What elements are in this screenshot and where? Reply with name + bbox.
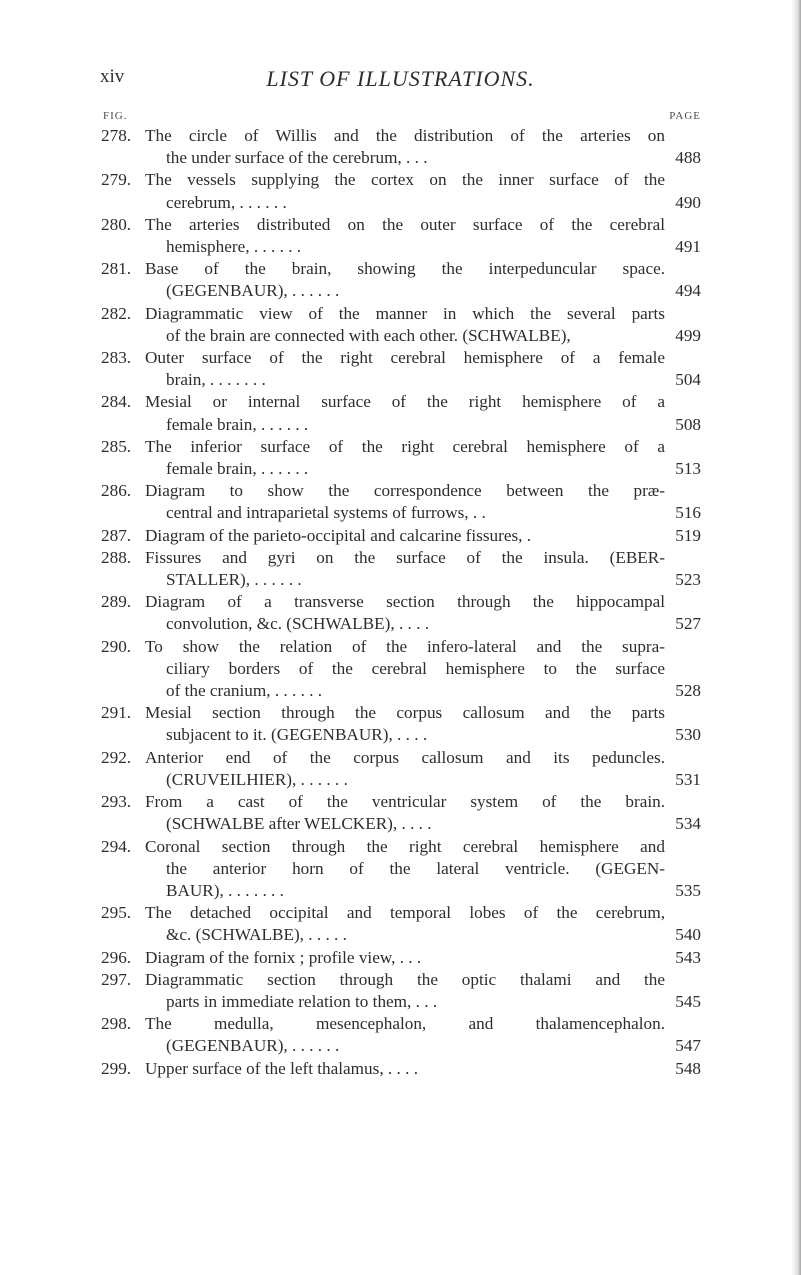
caption-line: The medulla, mesencephalon, and thalamencephalon. bbox=[145, 1014, 665, 1034]
caption-line: STALLER), . . . . . . bbox=[166, 570, 302, 590]
figure-caption bbox=[145, 1058, 665, 1080]
list-item bbox=[0, 791, 801, 835]
figure-caption bbox=[145, 702, 665, 746]
page-reference: 531 bbox=[675, 769, 701, 789]
caption-line: The inferior surface of the right cerebral hemisphere of a bbox=[145, 436, 665, 456]
page-reference: 547 bbox=[675, 1036, 701, 1056]
figure-number: 298. bbox=[101, 1014, 132, 1034]
list-item bbox=[0, 258, 801, 302]
page-reference: 513 bbox=[675, 459, 701, 479]
caption-line: Upper surface of the left thalamus, . . . . bbox=[145, 1058, 418, 1078]
list-item bbox=[0, 525, 801, 547]
page-reference: 508 bbox=[675, 414, 701, 434]
figure-caption bbox=[145, 347, 665, 391]
figure-caption bbox=[145, 436, 665, 480]
figure-number: 295. bbox=[101, 903, 132, 923]
page-reference: 491 bbox=[675, 237, 701, 257]
caption-line: Coronal section through the right cerebral hemisphere and bbox=[145, 836, 665, 856]
list-item bbox=[0, 947, 801, 969]
page-column-heading: PAGE bbox=[669, 110, 701, 122]
figure-number: 293. bbox=[101, 792, 132, 812]
page-reference: 540 bbox=[675, 925, 701, 945]
caption-line: Base of the brain, showing the interpeduncular space. bbox=[145, 259, 665, 279]
page-reference: 534 bbox=[675, 814, 701, 834]
figure-number: 290. bbox=[101, 636, 132, 656]
list-item bbox=[0, 214, 801, 258]
figure-caption bbox=[145, 947, 665, 969]
list-item bbox=[0, 480, 801, 524]
caption-line: cerebrum, . . . . . . bbox=[166, 192, 287, 212]
page-reference: 548 bbox=[675, 1058, 701, 1078]
caption-line: subjacent to it. (GEGENBAUR), . . . . bbox=[166, 725, 428, 745]
figure-number: 280. bbox=[101, 214, 132, 234]
page-number: xiv bbox=[100, 66, 125, 87]
page-title: LIST OF ILLUSTRATIONS. bbox=[266, 66, 535, 91]
caption-line: Diagram of the fornix ; profile view, . . . bbox=[145, 947, 422, 967]
figure-number: 285. bbox=[101, 436, 132, 456]
list-item bbox=[0, 902, 801, 946]
figure-caption bbox=[145, 169, 665, 213]
list-item bbox=[0, 747, 801, 791]
list-item bbox=[0, 169, 801, 213]
list-item bbox=[0, 591, 801, 635]
caption-line: the anterior horn of the lateral ventricle. (GEGEN- bbox=[166, 858, 665, 878]
page-reference: 543 bbox=[675, 947, 701, 967]
figure-number: 286. bbox=[101, 481, 132, 501]
figure-caption bbox=[145, 836, 665, 903]
caption-line: parts in immediate relation to them, . . . bbox=[166, 991, 438, 1011]
caption-line: To show the relation of the infero-lateral and the supra- bbox=[145, 636, 665, 656]
caption-line: hemisphere, . . . . . . bbox=[166, 237, 302, 257]
figure-caption bbox=[145, 636, 665, 703]
figure-caption bbox=[145, 1013, 665, 1057]
list-item bbox=[0, 347, 801, 391]
list-item bbox=[0, 836, 801, 903]
list-item bbox=[0, 636, 801, 703]
caption-line: Diagram to show the correspondence between the præ- bbox=[145, 481, 665, 501]
list-item bbox=[0, 702, 801, 746]
caption-line: the under surface of the cerebrum, . . . bbox=[166, 148, 428, 168]
page-reference: 488 bbox=[675, 148, 701, 168]
caption-line: (GEGENBAUR), . . . . . . bbox=[166, 1036, 340, 1056]
figure-number: 278. bbox=[101, 126, 132, 145]
page-reference: 527 bbox=[675, 614, 701, 634]
caption-line: The detached occipital and temporal lobes of the cerebrum, bbox=[145, 903, 665, 923]
list-item bbox=[0, 547, 801, 591]
caption-line: BAUR), . . . . . . . bbox=[166, 880, 284, 900]
figure-number: 296. bbox=[101, 947, 132, 967]
fig-column-heading: FIG. bbox=[103, 110, 128, 122]
list-item bbox=[0, 125, 801, 169]
figure-caption bbox=[145, 591, 665, 635]
caption-line: The vessels supplying the cortex on the inner surface of the bbox=[145, 170, 665, 190]
figure-number: 297. bbox=[101, 969, 132, 989]
caption-line: Fissures and gyri on the surface of the insula. (EBER- bbox=[145, 547, 665, 567]
figure-caption bbox=[145, 303, 665, 347]
figure-caption bbox=[145, 547, 665, 591]
page-reference: 490 bbox=[675, 192, 701, 212]
caption-line: Diagrammatic section through the optic thalami and the bbox=[145, 969, 665, 989]
figure-caption bbox=[145, 258, 665, 302]
figure-caption bbox=[145, 791, 665, 835]
figure-number: 292. bbox=[101, 747, 132, 767]
caption-line: central and intraparietal systems of furrows, . . bbox=[166, 503, 486, 523]
figure-number: 289. bbox=[101, 592, 132, 612]
caption-line: (SCHWALBE after WELCKER), . . . . bbox=[166, 814, 432, 834]
caption-line: (CRUVEILHIER), . . . . . . bbox=[166, 769, 348, 789]
figure-caption bbox=[145, 391, 665, 435]
figure-caption bbox=[145, 969, 665, 1013]
caption-line: Mesial or internal surface of the right hemisphere of a bbox=[145, 392, 665, 412]
page-reference: 530 bbox=[675, 725, 701, 745]
figure-number: 287. bbox=[101, 525, 132, 545]
caption-line: Mesial section through the corpus callosum and the parts bbox=[145, 703, 665, 723]
caption-line: of the cranium, . . . . . . bbox=[166, 681, 323, 701]
caption-line: &c. (SCHWALBE), . . . . . bbox=[166, 925, 347, 945]
running-head bbox=[0, 66, 801, 96]
figure-number: 281. bbox=[101, 259, 132, 279]
figure-caption bbox=[145, 125, 665, 169]
figure-number: 294. bbox=[101, 836, 132, 856]
list-item bbox=[0, 436, 801, 480]
figure-number: 291. bbox=[101, 703, 132, 723]
figure-caption bbox=[145, 480, 665, 524]
caption-line: Diagram of a transverse section through the hippocampal bbox=[145, 592, 665, 612]
list-item bbox=[0, 969, 801, 1013]
page-reference: 504 bbox=[675, 370, 701, 390]
list-item bbox=[0, 391, 801, 435]
figure-number: 279. bbox=[101, 170, 132, 190]
list-item bbox=[0, 1013, 801, 1057]
page-reference: 523 bbox=[675, 570, 701, 590]
figure-caption bbox=[145, 902, 665, 946]
caption-line: convolution, &c. (SCHWALBE), . . . . bbox=[166, 614, 430, 634]
page-reference: 499 bbox=[675, 325, 701, 345]
figure-number: 284. bbox=[101, 392, 132, 412]
figure-caption bbox=[145, 214, 665, 258]
caption-line: Diagram of the parieto-occipital and calcarine fissures, . bbox=[145, 525, 532, 545]
page-reference: 494 bbox=[675, 281, 701, 301]
list-item bbox=[0, 1058, 801, 1080]
caption-line: ciliary borders of the cerebral hemisphere to the surface bbox=[166, 658, 665, 678]
figure-number: 283. bbox=[101, 348, 132, 368]
caption-line: The arteries distributed on the outer surface of the cerebral bbox=[145, 214, 665, 234]
page-reference: 535 bbox=[675, 880, 701, 900]
illustration-list bbox=[0, 125, 801, 1080]
caption-line: Anterior end of the corpus callosum and its peduncles. bbox=[145, 747, 665, 767]
figure-number: 288. bbox=[101, 547, 132, 567]
page-reference: 516 bbox=[675, 503, 701, 523]
page-reference: 528 bbox=[675, 681, 701, 701]
caption-line: Diagrammatic view of the manner in which the several parts bbox=[145, 303, 665, 323]
caption-line: From a cast of the ventricular system of the brain. bbox=[145, 792, 665, 812]
figure-number: 299. bbox=[101, 1058, 132, 1078]
page-reference: 545 bbox=[675, 991, 701, 1011]
caption-line: female brain, . . . . . . bbox=[166, 459, 309, 479]
caption-line: of the brain are connected with each other. (SCHWALBE), bbox=[166, 325, 571, 345]
caption-line: brain, . . . . . . . bbox=[166, 370, 266, 390]
figure-caption bbox=[145, 747, 665, 791]
figure-caption bbox=[145, 525, 665, 547]
figure-number: 282. bbox=[101, 303, 132, 323]
caption-line: (GEGENBAUR), . . . . . . bbox=[166, 281, 340, 301]
caption-line: Outer surface of the right cerebral hemisphere of a female bbox=[145, 348, 665, 368]
caption-line: The circle of Willis and the distribution of the arteries on bbox=[145, 126, 665, 145]
caption-line: female brain, . . . . . . bbox=[166, 414, 309, 434]
page-reference: 519 bbox=[675, 525, 701, 545]
list-item bbox=[0, 303, 801, 347]
